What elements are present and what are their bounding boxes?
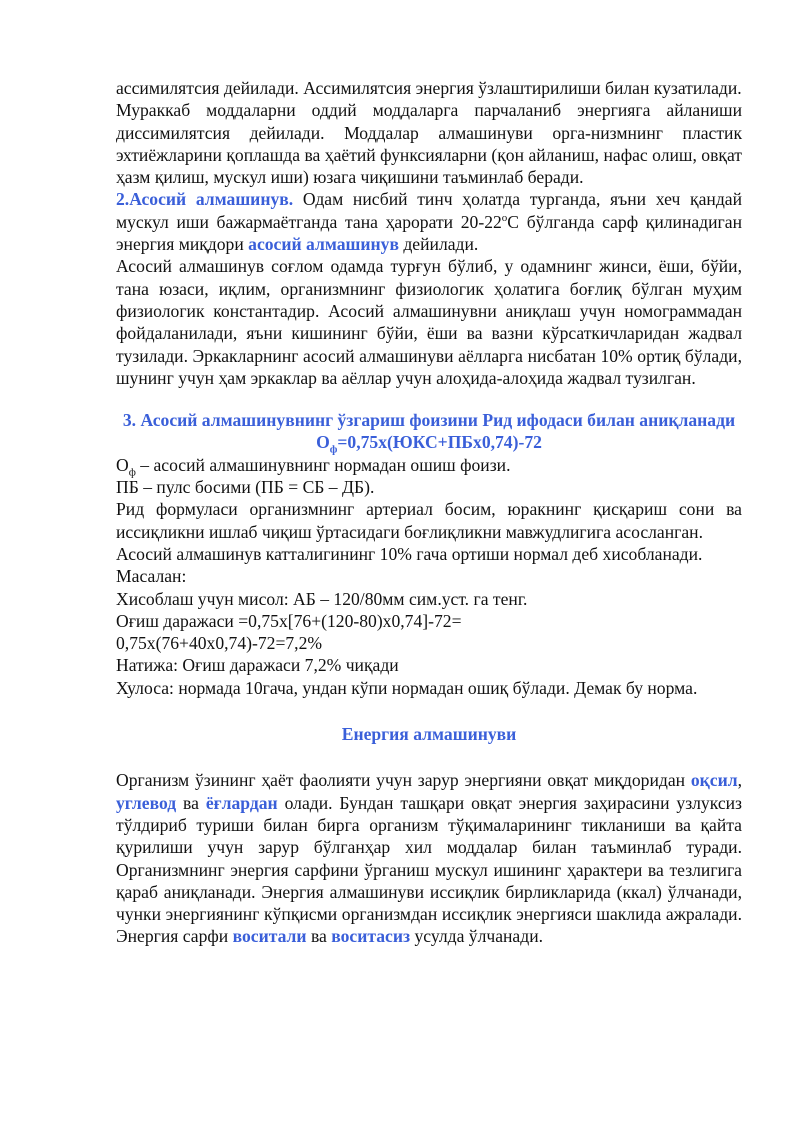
text-run: дейилади. — [398, 234, 479, 255]
text-column — [116, 77, 742, 948]
definition-subscript: ф — [128, 466, 136, 479]
spacer — [116, 389, 742, 409]
text-run: ва — [176, 792, 206, 813]
paragraph-basal-metabolism — [116, 188, 742, 255]
text-run: , — [737, 770, 742, 791]
term-fats: ёғлардан — [205, 792, 278, 813]
term-protein: оқсил — [690, 770, 738, 791]
example-label: Масалан: — [116, 566, 187, 587]
section-2-heading: 2.Асосий алмашинув. — [116, 189, 294, 210]
section-3-title: 3. Асосий алмашинувнинг ўзгариш фоизини Рид ифодаси билан аниқланади — [122, 410, 736, 431]
degree-superscript: о — [501, 211, 508, 224]
pulse-pressure-line: ПБ – пулс босими (ПБ = СБ – ДБ). — [116, 477, 375, 498]
term-carbohydrate: углевод — [116, 792, 177, 813]
paragraph-reid-basis: Рид формуласи организмнинг артериал босим, юракнинг қисқариш сони ва иссиқликни ишлаб чиқиш ўртасидаги боғлиқликни мавжудлигига асосланган. — [116, 499, 742, 542]
term-indirect: воситали — [232, 926, 307, 947]
text-run: С бўлганда сарф қилинадиган энергия миқдори — [116, 211, 742, 255]
text-run: усулда ўлчанади. — [410, 926, 544, 947]
energy-section-title: Енергия алмашинуви — [341, 724, 517, 745]
paragraph-assimilation: ассимилятсия дейилади. Ассимилятсия энергия ўзлаштирилиши билан кузатилади. — [116, 78, 742, 98]
text-run: ва — [306, 926, 332, 947]
calc-line-1: Хисоблаш учун мисол: АБ – 120/80мм сим.уст. га тенг. — [116, 588, 528, 609]
result-line: Натижа: Оғиш даражаси 7,2% чиқади — [116, 655, 399, 676]
definition-symbol: О — [116, 454, 129, 475]
formula-symbol: О — [316, 432, 330, 453]
calc-line-2: Оғиш даражаси =0,75х[76+(120-80)х0,74]-72= — [116, 610, 462, 631]
paragraph-energy — [116, 769, 742, 947]
spacer — [116, 745, 742, 769]
reid-formula — [116, 431, 742, 456]
definition-line — [116, 454, 742, 479]
text-run: Одам нисбий тинч ҳолатда турганда, яъни хеч қандай мускул иши бажармаётганда тана ҳарорати 20-22 — [116, 189, 742, 232]
paragraph-nomogram: Асосий алмашинув соғлом одамда турғун бўлиб, у одамнинг жинси, ёши, бўйи, тана юзаси, иқлим, организмнинг физиологик ҳолатига боғлиқ бўлган муҳим физиологик константадир. Асосий алмашинувни аниқлаш учун номограммадан фойдаланилади, яъни кишининг бўйи, ёши ва вазни кўрсаткичларидан жадвал тузилади. Эркакларнинг асосий алмашинуви аёлларга нисбатан 10% ортиқ бўлади, шунинг учун ҳам эркаклар ва аёллар учун алоҳида-алоҳида жадвал тузилган. — [116, 256, 742, 388]
term-basal-metabolism: асосий алмашинув — [248, 234, 399, 255]
conclusion-line: Хулоса: нормада 10гача, ундан кўпи нормадан ошиқ бўлади. Демак бу норма. — [116, 677, 698, 698]
spacer — [116, 699, 742, 723]
paragraph-dissimilation: Мураккаб моддаларни оддий моддаларга парчаланиб энергияга айланиши диссимилятсия дейилади. Моддалар алмашинуви орга-низмнинг пластик эхтиёжларини қоплашда ва ҳаётий функсияларни (қон айланиш, нафас олиш, овқат ҳазм қилиш, мускул иши) юзага чиқишини таъминлаб беради. — [116, 100, 742, 188]
paragraph-norm: Асосий алмашинув катталигининг 10% гача ортиши нормал деб хисобланади. — [116, 543, 703, 564]
calc-line-3: 0,75х(76+40х0,74)-72=7,2% — [116, 633, 323, 654]
formula-subscript: ф — [329, 443, 338, 456]
term-direct: воситасиз — [331, 926, 411, 947]
text-run: Организм ўзининг ҳаёт фаолияти учун зарур энергияни овқат миқдоридан — [116, 770, 691, 791]
text-run: олади. Бундан ташқари овқат энергия заҳирасини узлуксиз тўлдириб туриши билан бирга организм тўқималарининг тикланиши ва қайта қурилиши учун зарур бўлганҳар хил моддалар билан таъминлаб туради. Организмнинг энергия сарфини ўрганиш мускул ишининг ҳарактери ва тезлигига қараб аниқланади. Энергия алмашинуви иссиқлик бирликларида (ккал) ўлчанади, чунки энергиянинг кўпқисми организмдан иссиқлик энергияси шаклида ажралади. Энергия сарфи — [116, 792, 742, 947]
formula-body: =0,75х(ЮКС+ПБх0,74)-72 — [337, 432, 542, 453]
definition-text: – асосий алмашинувнинг нормадан ошиш фоизи. — [135, 454, 511, 475]
